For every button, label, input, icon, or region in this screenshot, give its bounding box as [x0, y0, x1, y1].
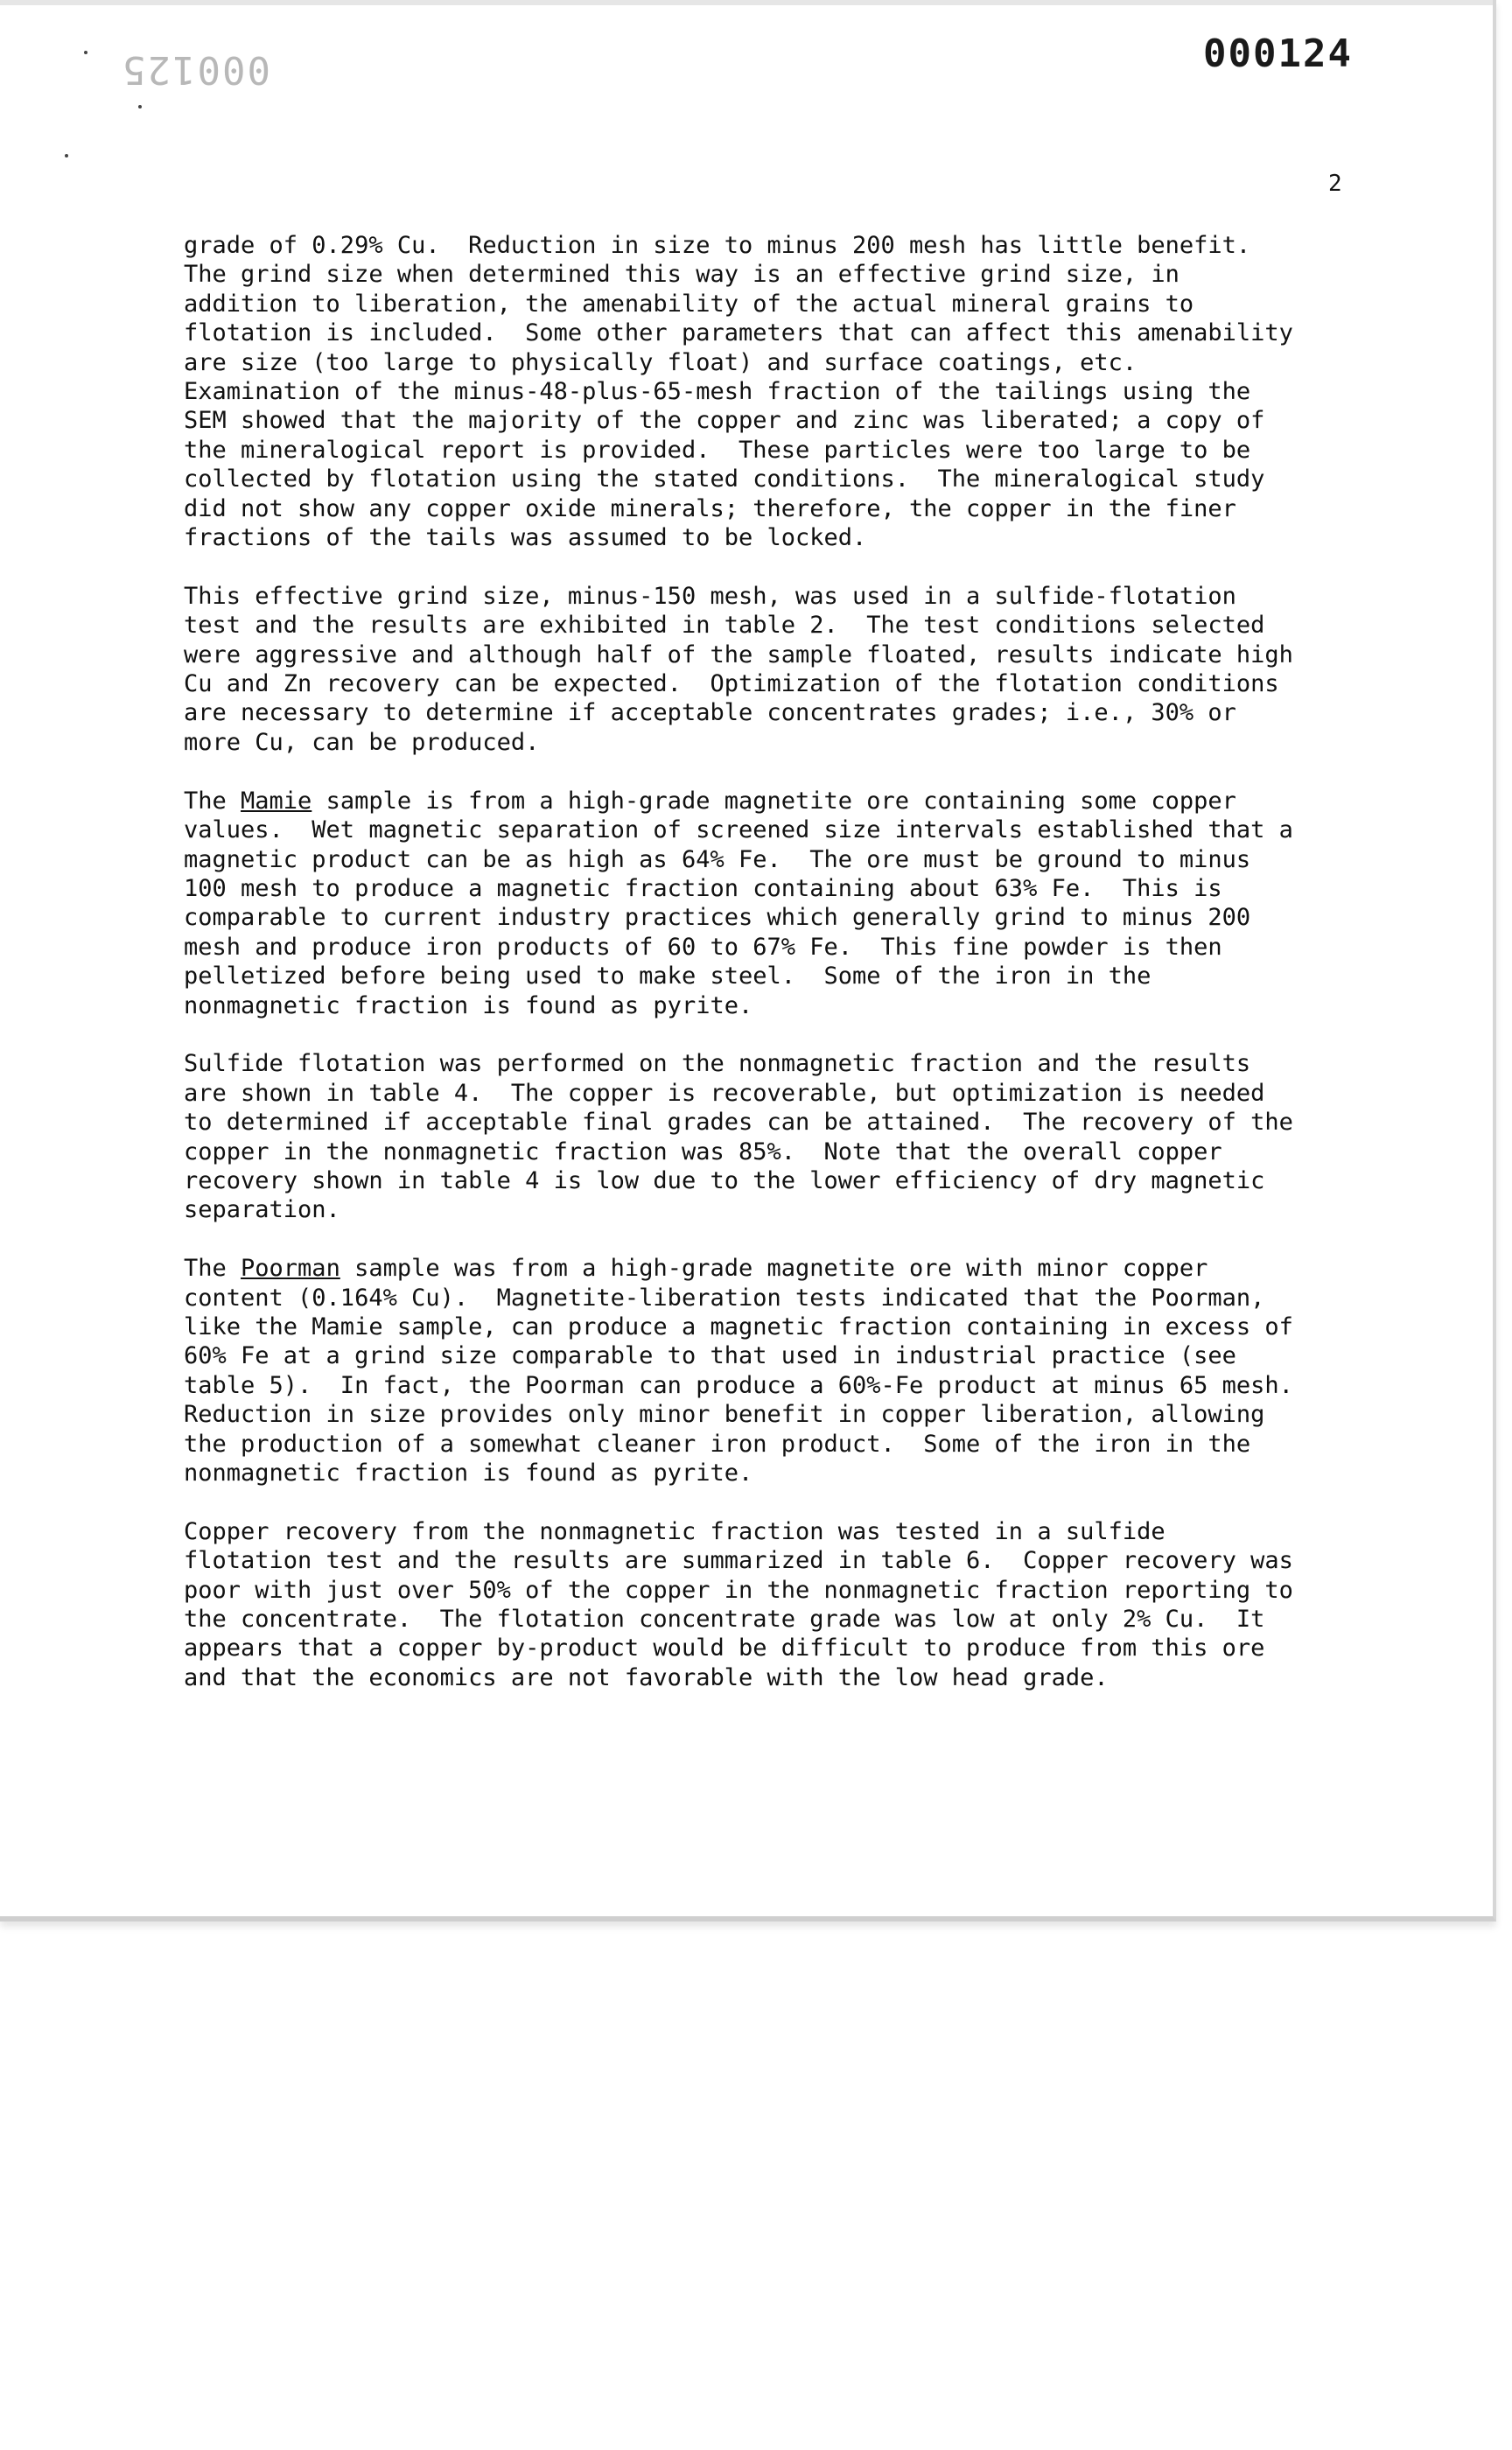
text-line: magnetic product can be as high as 64% Fe. The ore must be ground to minus	[184, 845, 1251, 873]
bates-stamp: 000124	[1203, 32, 1353, 76]
paragraph-5-poorman	[184, 1254, 1374, 1488]
scan-speck	[84, 51, 88, 54]
text-line: are size (too large to physically float) and surface coatings, etc.	[184, 348, 1138, 376]
text-fragment: sample is from a high-grade magnetite ore containing some copper	[312, 787, 1236, 815]
text-line: nonmagnetic fraction is found as pyrite.	[184, 991, 753, 1019]
text-line: 60% Fe at a grind size comparable to that used in industrial practice (see	[184, 1342, 1236, 1370]
text-line: the concentrate. The flotation concentrate grade was low at only 2% Cu. It	[184, 1606, 1265, 1634]
text-line: the mineralogical report is provided. These particles were too large to be	[184, 436, 1251, 464]
text-line: grade of 0.29% Cu. Reduction in size to minus 200 mesh has little benefit.	[184, 232, 1251, 259]
text-line: more Cu, can be produced.	[184, 728, 540, 756]
text-line: to determined if acceptable final grades can be attained. The recovery of the	[184, 1109, 1293, 1137]
mirrored-bates-stamp: 000125	[121, 47, 270, 92]
page-number: 2	[1328, 171, 1342, 197]
text-line: Cu and Zn recovery can be expected. Optimization of the flotation conditions	[184, 670, 1279, 698]
scan-speck	[138, 105, 142, 108]
text-line: Sulfide flotation was performed on the nonmagnetic fraction and the results	[184, 1050, 1251, 1078]
text-fragment: The	[184, 787, 242, 815]
text-line: Reduction in size provides only minor benefit in copper liberation, allowing	[184, 1401, 1265, 1429]
text-line: are necessary to determine if acceptable concentrates grades; i.e., 30% or	[184, 699, 1236, 727]
paragraph-3-mamie	[184, 787, 1374, 1020]
paragraph-4	[184, 1049, 1374, 1224]
text-line: appears that a copper by-product would be difficult to produce from this ore	[184, 1634, 1265, 1662]
text-fragment: The	[184, 1255, 242, 1283]
text-line: were aggressive and although half of the sample floated, results indicate high	[184, 640, 1293, 668]
text-line: content (0.164% Cu). Magnetite-liberation tests indicated that the Poorman,	[184, 1284, 1265, 1312]
scan-speck	[65, 154, 68, 158]
text-line: collected by flotation using the stated conditions. The mineralogical study	[184, 466, 1265, 494]
text-line: recovery shown in table 4 is low due to the lower efficiency of dry magnetic	[184, 1166, 1265, 1194]
text-line: test and the results are exhibited in table 2. The test conditions selected	[184, 612, 1265, 640]
sample-name-poorman: Poorman	[241, 1255, 340, 1283]
text-line: Examination of the minus-48-plus-65-mesh fraction of the tailings using the	[184, 378, 1251, 406]
text-line: Copper recovery from the nonmagnetic fraction was tested in a sulfide	[184, 1517, 1166, 1545]
text-line	[184, 1254, 1374, 1283]
text-line: copper in the nonmagnetic fraction was 85%. Note that the overall copper	[184, 1138, 1222, 1166]
text-line: nonmagnetic fraction is found as pyrite.	[184, 1460, 753, 1487]
paragraph-1	[184, 231, 1374, 552]
text-line: did not show any copper oxide minerals; therefore, the copper in the finer	[184, 494, 1236, 522]
text-line: comparable to current industry practices which generally grind to minus 200	[184, 904, 1251, 932]
sample-name-mamie: Mamie	[241, 787, 312, 815]
sheet-top-edge	[0, 0, 1493, 5]
text-line: are shown in table 4. The copper is recoverable, but optimization is needed	[184, 1079, 1265, 1107]
text-line: fractions of the tails was assumed to be locked.	[184, 524, 867, 552]
paragraph-6	[184, 1517, 1374, 1692]
body-text	[184, 231, 1374, 1722]
text-line: poor with just over 50% of the copper in the nonmagnetic fraction reporting to	[184, 1576, 1293, 1604]
text-line: flotation test and the results are summarized in table 6. Copper recovery was	[184, 1547, 1293, 1575]
text-line: mesh and produce iron products of 60 to 67% Fe. This fine powder is then	[184, 933, 1222, 961]
text-line: The grind size when determined this way is an effective grind size, in	[184, 261, 1180, 289]
text-line: pelletized before being used to make steel. Some of the iron in the	[184, 962, 1152, 990]
text-line: SEM showed that the majority of the copper and zinc was liberated; a copy of	[184, 407, 1265, 435]
text-line: 100 mesh to produce a magnetic fraction containing about 63% Fe. This is	[184, 874, 1222, 902]
text-line: flotation is included. Some other parameters that can affect this amenability	[184, 319, 1293, 347]
text-line: This effective grind size, minus-150 mesh, was used in a sulfide-flotation	[184, 582, 1236, 610]
text-line: table 5). In fact, the Poorman can produce a 60%-Fe product at minus 65 mesh.	[184, 1371, 1293, 1399]
text-line: values. Wet magnetic separation of screened size intervals established that a	[184, 816, 1293, 844]
text-line: addition to liberation, the amenability of the actual mineral grains to	[184, 290, 1194, 318]
text-line: the production of a somewhat cleaner iron product. Some of the iron in the	[184, 1430, 1251, 1458]
text-fragment: sample was from a high-grade magnetite ore with minor copper	[340, 1255, 1208, 1283]
text-line: and that the economics are not favorable with the low head grade.	[184, 1663, 1109, 1691]
text-line	[184, 787, 1374, 816]
text-line: separation.	[184, 1196, 340, 1224]
text-line: like the Mamie sample, can produce a magnetic fraction containing in excess of	[184, 1312, 1293, 1340]
paragraph-2	[184, 582, 1374, 757]
